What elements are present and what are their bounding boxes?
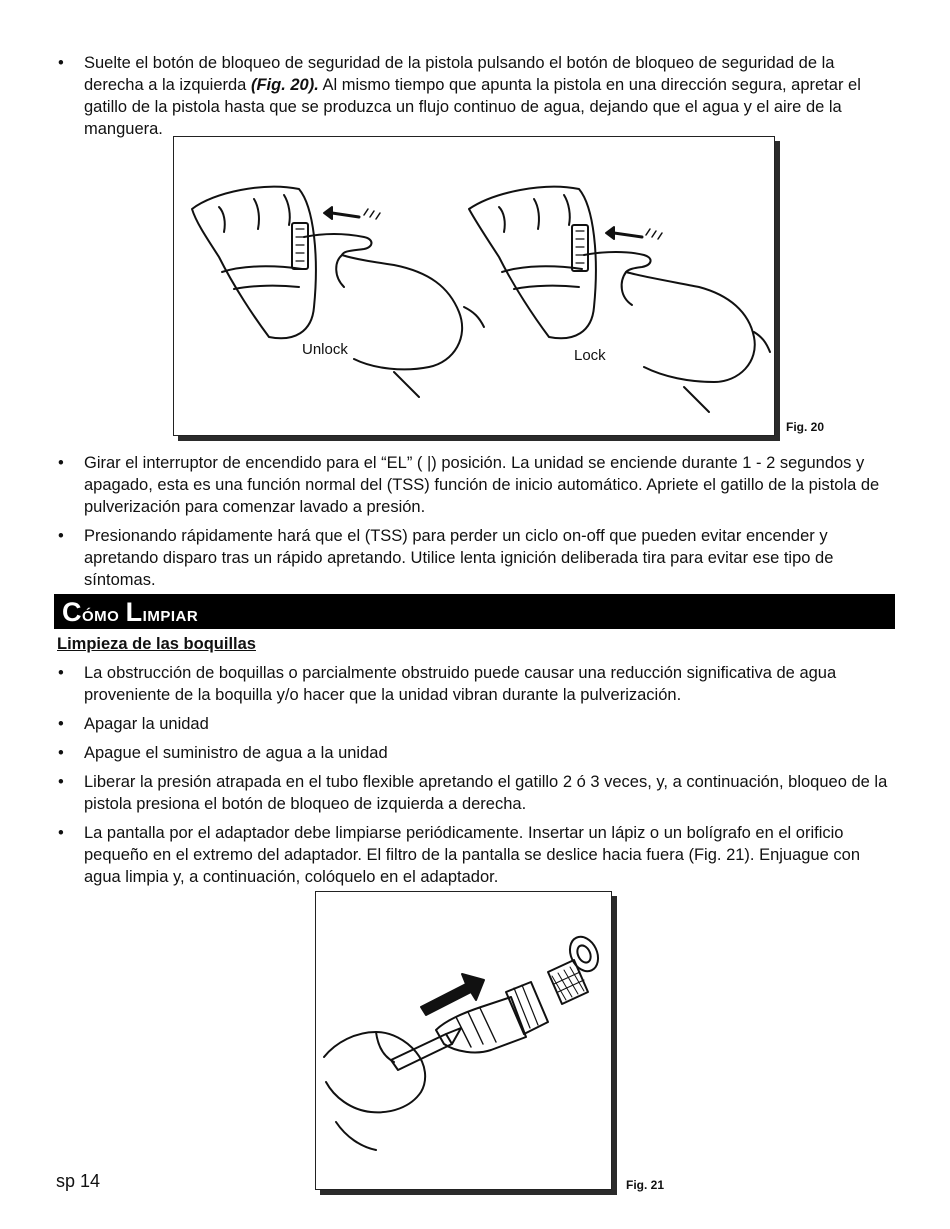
list-item: • Suelte el botón de bloqueo de seguridad de la pistola pulsando el botón de bloqueo de seguridad de la derecha a la izquierda (Fig. 20). Al mismo tiempo que apunta la pistola en una dirección segura, apretar el gatillo de la pistola hasta que se produzca un flujo continuo de agua, dejando que el agua y el aire de la manguera. — [58, 54, 861, 138]
figure-21 — [315, 891, 612, 1190]
figure-20-caption: Fig. 20 — [786, 420, 825, 434]
page-number: sp 14 — [56, 1171, 101, 1191]
cleaning-bullet-list — [56, 662, 896, 895]
bullet-mark: • — [58, 454, 64, 472]
bullet-mark: • — [58, 664, 64, 682]
section-title: Cómo Limpiar — [62, 597, 199, 627]
bullet-mark: • — [58, 715, 64, 733]
list-item: • La pantalla por el adaptador debe limpiarse periódicamente. Insertar un lápiz o un bolígrafo en el orificio pequeño en el extremo del adaptador. El filtro de la pantalla se deslice hacia fuera (Fig. 21). Enjuague con agua limpia y, a continuación, colóquelo en el adaptador. — [58, 824, 860, 886]
list-item: • Presionando rápidamente hará que el (TSS) para perder un ciclo on-off que pueden evitar encender y apretando disparo tras un rápido apretando. Utilice lenta ignición deliberada tira para evitar ese tipo de síntomas. — [58, 527, 834, 589]
list-item: • La obstrucción de boquillas o parcialmente obstruido puede causar una reducción significativa de agua proveniente de la boquilla y/o hacer que la unidad vibran durante la pulverización. — [58, 664, 837, 704]
middle-bullet-list — [56, 452, 896, 598]
list-item: • Liberar la presión atrapada en el tubo flexible apretando el gatillo 2 ó 3 veces, y, a continuación, bloqueo de la pistola presiona el botón de bloqueo de izquierda a derecha. — [58, 773, 888, 813]
list-item: • Apagar la unidad — [58, 715, 209, 733]
subheading: Limpieza de las boquillas — [57, 635, 256, 653]
figure-reference: (Fig. 20). — [250, 76, 319, 94]
section-header-bar — [54, 594, 895, 629]
bullet-mark: • — [58, 773, 64, 791]
safety-lock-illustration — [174, 137, 774, 435]
unlock-label: Unlock — [302, 341, 348, 358]
bullet-mark: • — [58, 54, 64, 72]
list-item: • Girar el interruptor de encendido para el “EL” ( |) posición. La unidad se enciende durante 1 - 2 segundos y apagado, esta es una función normal del (TSS) función de inicio automático. Apriete el gatillo de la pistola de pulverización para comenzar lavado a presión. — [58, 454, 880, 516]
lock-label: Lock — [574, 347, 606, 364]
figure-21-caption: Fig. 21 — [626, 1178, 665, 1192]
adapter-filter-illustration — [316, 892, 611, 1189]
top-bullet-list — [56, 52, 896, 147]
bullet-mark: • — [58, 744, 64, 762]
figure-20 — [173, 136, 775, 436]
list-item: • Apague el suministro de agua a la unidad — [58, 744, 388, 762]
bullet-mark: • — [58, 527, 64, 545]
bullet-mark: • — [58, 824, 64, 842]
